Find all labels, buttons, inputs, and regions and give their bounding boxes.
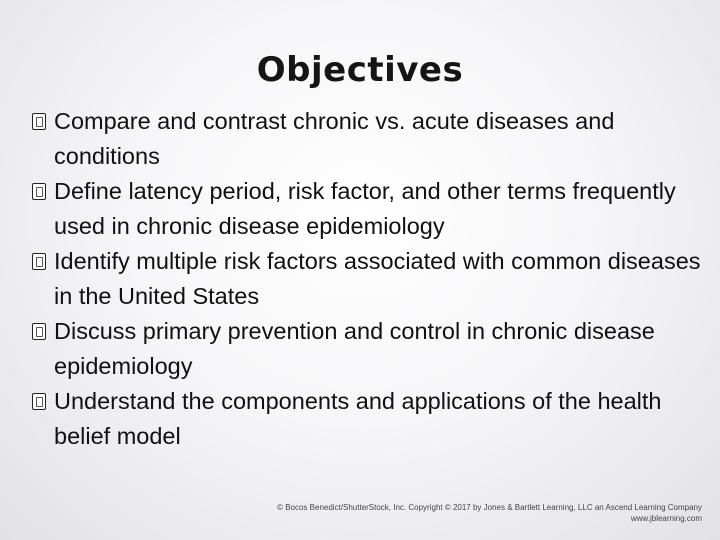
bullet-text: Identify multiple risk factors associated with common diseases in the United States bbox=[54, 248, 701, 309]
bullet-text: Understand the components and applications of the health belief model bbox=[54, 388, 662, 449]
slide-title: Objectives bbox=[256, 50, 464, 90]
bullet-text: Discuss primary prevention and control in chronic disease epidemiology bbox=[54, 318, 655, 379]
publisher-website: www.jblearning.com bbox=[630, 514, 702, 523]
box-bullet-icon bbox=[32, 183, 46, 200]
box-bullet-icon bbox=[32, 393, 46, 410]
copyright-footer bbox=[222, 502, 702, 524]
objectives-list bbox=[22, 104, 702, 454]
box-bullet-icon bbox=[32, 253, 46, 270]
list-item bbox=[22, 244, 702, 314]
box-bullet-icon bbox=[32, 323, 46, 340]
copyright-text: © Bocos Benedict/ShutterStock, Inc. Copyright © 2017 by Jones & Bartlett Learning, LLC an Ascend Learning Company bbox=[277, 503, 702, 512]
list-item bbox=[22, 384, 702, 454]
list-item bbox=[22, 314, 702, 384]
bullet-text: Define latency period, risk factor, and other terms frequently used in chronic disease epidemiology bbox=[54, 178, 676, 239]
box-bullet-icon bbox=[32, 113, 46, 130]
list-item bbox=[22, 174, 702, 244]
bullet-text: Compare and contrast chronic vs. acute diseases and conditions bbox=[54, 108, 615, 169]
list-item bbox=[22, 104, 702, 174]
